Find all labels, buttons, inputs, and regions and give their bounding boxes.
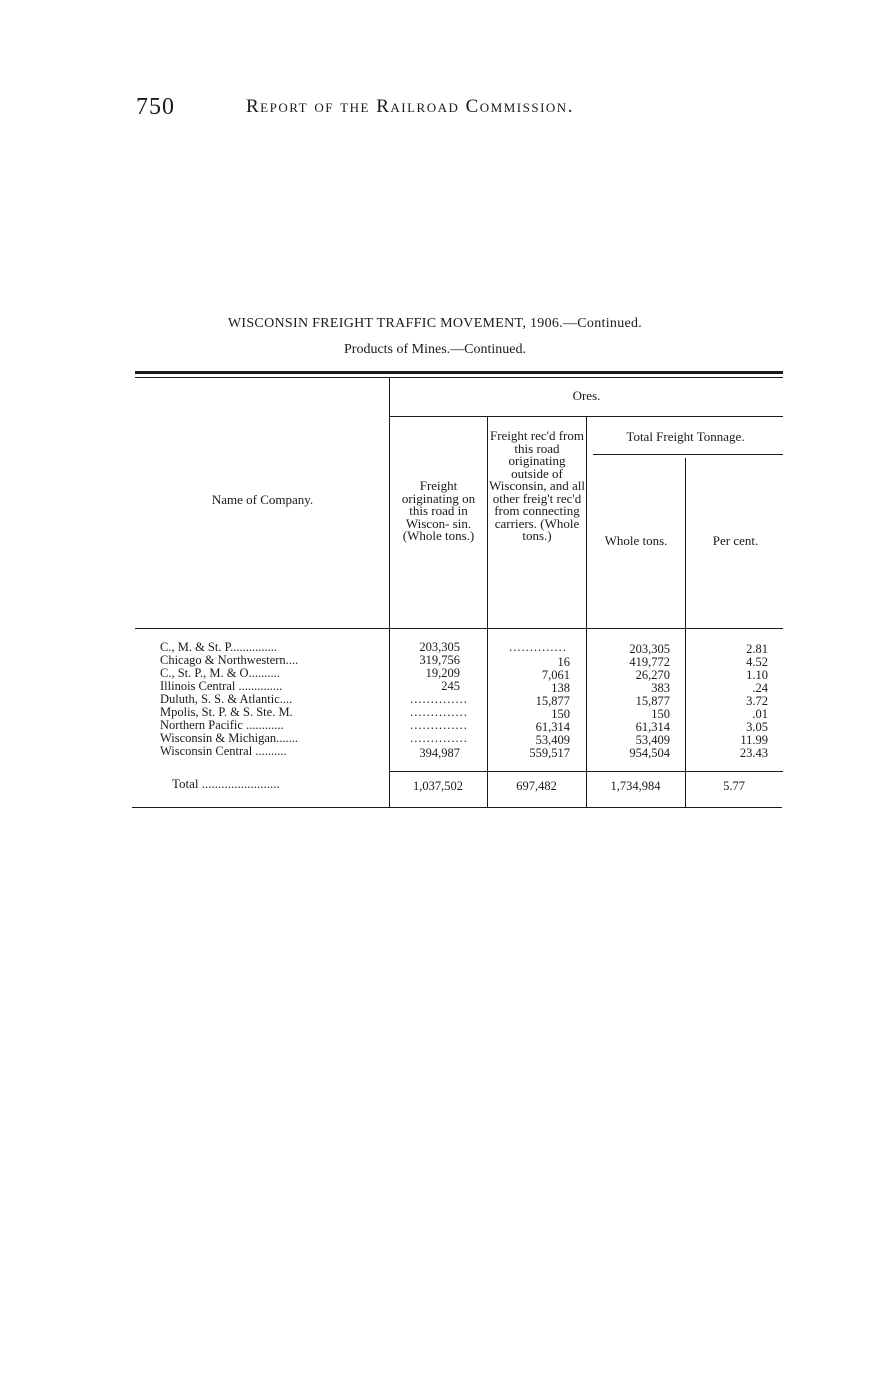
col-header-name: Name of Company. bbox=[211, 492, 314, 507]
top-rule-thin bbox=[135, 377, 783, 378]
ores-rule bbox=[390, 416, 783, 417]
row-originating: 203,305 bbox=[419, 641, 460, 654]
row-received: 61,314 bbox=[535, 721, 570, 734]
row-name: C., St. P., M. & O.......... bbox=[160, 667, 280, 680]
total-whole-tons: 1,734,984 bbox=[610, 779, 661, 793]
row-per-cent: 4.52 bbox=[746, 656, 768, 669]
col-rule-2 bbox=[487, 417, 488, 808]
page-number: 750 bbox=[136, 94, 175, 120]
row-originating: 19,209 bbox=[425, 667, 460, 680]
row-originating: 319,756 bbox=[419, 654, 460, 667]
table-title: WISCONSIN FREIGHT TRAFFIC MOVEMENT, 1906.—Continued. bbox=[227, 316, 643, 331]
group-header-ores: Ores. bbox=[572, 388, 601, 403]
col-rule-4 bbox=[685, 458, 686, 808]
bottom-rule bbox=[132, 807, 782, 808]
row-originating: 394,987 bbox=[419, 747, 460, 760]
row-originating: .............. bbox=[410, 706, 468, 719]
row-originating: .............. bbox=[410, 719, 468, 732]
row-originating: 245 bbox=[441, 680, 460, 693]
row-received: 16 bbox=[557, 656, 570, 669]
row-received: 559,517 bbox=[529, 747, 570, 760]
subgroup-header-total-tonnage: Total Freight Tonnage. bbox=[626, 429, 745, 444]
col-header-originating: Freight originating on this road in Wiscon- sin. (Whole tons.) bbox=[401, 478, 476, 543]
row-whole-tons: 61,314 bbox=[635, 721, 670, 734]
row-per-cent: .01 bbox=[752, 708, 768, 721]
total-rule bbox=[390, 771, 783, 772]
total-originating: 1,037,502 bbox=[413, 779, 463, 793]
row-per-cent: 2.81 bbox=[746, 643, 768, 656]
total-per-cent: 5.77 bbox=[723, 779, 745, 793]
row-received: .............. bbox=[509, 641, 567, 654]
row-name: Mpolis, St. P. & S. Ste. M. bbox=[160, 706, 293, 719]
row-whole-tons: 419,772 bbox=[629, 656, 670, 669]
row-whole-tons: 15,877 bbox=[635, 695, 670, 708]
row-name: Wisconsin Central .......... bbox=[160, 745, 287, 758]
row-whole-tons: 53,409 bbox=[635, 734, 670, 747]
tonnage-rule bbox=[593, 454, 783, 455]
row-name: Wisconsin & Michigan....... bbox=[160, 732, 299, 745]
row-name: C., M. & St. P............... bbox=[160, 641, 278, 654]
row-per-cent: 3.05 bbox=[746, 721, 768, 734]
row-per-cent: 3.72 bbox=[746, 695, 768, 708]
row-whole-tons: 26,270 bbox=[635, 669, 670, 682]
row-received: 150 bbox=[551, 708, 570, 721]
row-whole-tons: 383 bbox=[651, 682, 670, 695]
row-per-cent: 11.99 bbox=[740, 734, 768, 747]
row-per-cent: 23.43 bbox=[739, 747, 768, 760]
col-rule-3 bbox=[586, 417, 587, 808]
table-subtitle: Products of Mines.—Continued. bbox=[344, 342, 526, 357]
running-head: Report of the Railroad Commission. bbox=[246, 96, 574, 117]
total-received: 697,482 bbox=[516, 779, 557, 793]
row-originating: .............. bbox=[410, 693, 468, 706]
col-header-per-cent: Per cent. bbox=[712, 533, 759, 548]
row-whole-tons: 203,305 bbox=[629, 643, 670, 656]
row-received: 138 bbox=[551, 682, 570, 695]
header-bottom-rule bbox=[135, 628, 783, 629]
row-whole-tons: 954,504 bbox=[629, 747, 670, 760]
row-received: 53,409 bbox=[535, 734, 570, 747]
row-received: 15,877 bbox=[535, 695, 570, 708]
row-name: Illinois Central .............. bbox=[160, 680, 283, 693]
row-originating: .............. bbox=[410, 732, 468, 745]
row-name: Chicago & Northwestern.... bbox=[160, 654, 299, 667]
top-rule-thick bbox=[135, 371, 783, 374]
total-label: Total ........................ bbox=[172, 776, 280, 791]
row-per-cent: .24 bbox=[752, 682, 768, 695]
col-header-whole-tons: Whole tons. bbox=[604, 533, 668, 548]
col-header-received: Freight rec'd from this road originating outside of Wisconsin, and all other freig't rec'd from connecting carriers. (Whole tons.) bbox=[489, 428, 585, 543]
row-name: Duluth, S. S. & Atlantic.... bbox=[160, 693, 293, 706]
row-whole-tons: 150 bbox=[651, 708, 670, 721]
row-name: Northern Pacific ............ bbox=[160, 719, 284, 732]
row-per-cent: 1.10 bbox=[746, 669, 768, 682]
row-received: 7,061 bbox=[541, 669, 570, 682]
col-rule-1 bbox=[389, 378, 390, 808]
